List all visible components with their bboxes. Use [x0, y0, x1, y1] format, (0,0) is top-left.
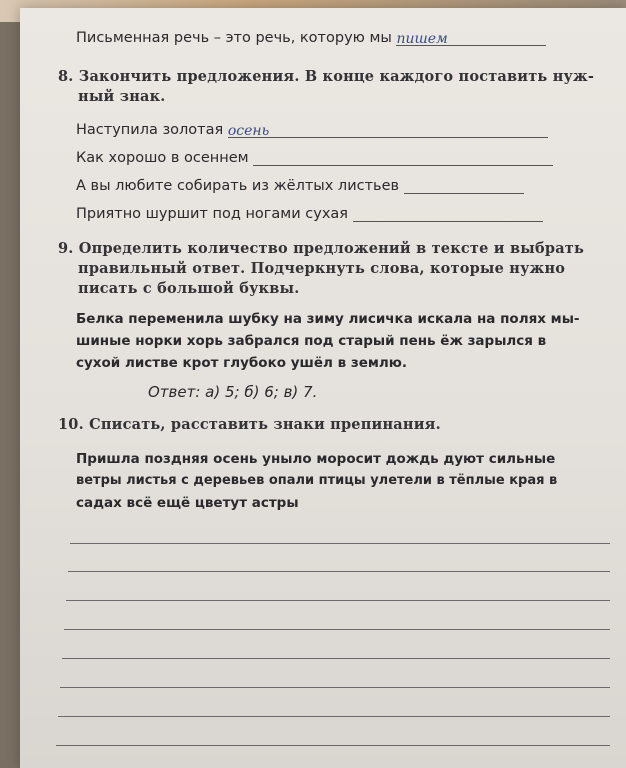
- writing-line[interactable]: [60, 687, 610, 688]
- writing-line[interactable]: [58, 716, 610, 717]
- task8-item-4-text: Приятно шуршит под ногами сухая: [76, 206, 349, 222]
- writing-line[interactable]: [70, 543, 610, 544]
- task8-number: 8.: [58, 68, 74, 85]
- writing-line[interactable]: [68, 571, 610, 572]
- task8-item-4: [76, 206, 543, 222]
- task8-item-4-blank[interactable]: [353, 207, 543, 222]
- writing-line[interactable]: [64, 629, 610, 630]
- task8-item-2: [76, 150, 553, 166]
- task9-body-line3: сухой листве крот глубоко ушёл в землю.: [76, 355, 408, 371]
- workbook-page: [20, 8, 626, 768]
- task10-body-line3: садах всё ещё цветут астры: [76, 495, 299, 511]
- task9-heading-text1: Определить количество предложений в тексте и выбрать: [78, 240, 585, 257]
- task8-item-3-blank[interactable]: [404, 179, 524, 194]
- writing-line[interactable]: [56, 745, 610, 746]
- task8-heading-line1: [58, 68, 594, 85]
- task8-item-2-text: Как хорошо в осеннем: [76, 150, 249, 166]
- task9-number: 9.: [58, 240, 74, 257]
- task10-body-line2: ветры листья с деревьев опали птицы улетели в тёплые края в: [76, 473, 558, 488]
- task9-heading-line2: правильный ответ. Подчеркнуть слова, которые нужно: [78, 260, 566, 277]
- task7-text: Письменная речь – это речь, которую мы: [76, 30, 392, 46]
- task7-answer-blank[interactable]: [396, 31, 546, 46]
- task10-number: 10.: [58, 416, 84, 433]
- task10-heading: [58, 416, 441, 433]
- task9-body-line2: шиные норки хорь забрался под старый пень ёж зарылся в: [76, 333, 547, 349]
- task9-body-line1: Белка переменила шубку на зиму лисичка искала на полях мы-: [76, 311, 580, 327]
- task8-heading-text1: Закончить предложения. В конце каждого поставить нуж-: [78, 68, 595, 85]
- task8-item-1-handwritten: осень: [227, 123, 270, 139]
- task10-heading-text: Списать, расставить знаки препинания.: [89, 416, 441, 433]
- task8-item-1: [76, 122, 548, 138]
- task8-item-3-text: А вы любите собирать из жёлтых листьев: [76, 178, 400, 194]
- task7-line: [76, 30, 546, 46]
- task10-body-line1: Пришла поздняя осень уныло моросит дождь дуют сильные: [76, 451, 556, 467]
- task9-heading-line3: писать с большой буквы.: [78, 280, 300, 297]
- writing-line[interactable]: [66, 600, 610, 601]
- task8-heading-line2: ный знак.: [78, 88, 166, 105]
- task8-item-1-text: Наступила золотая: [76, 122, 224, 138]
- task8-item-1-blank[interactable]: [228, 123, 548, 138]
- task8-item-3: [76, 178, 524, 194]
- writing-line[interactable]: [62, 658, 610, 659]
- task7-handwritten: пишем: [396, 31, 448, 47]
- task8-item-2-blank[interactable]: [253, 151, 553, 166]
- task9-heading-line1: [58, 240, 584, 257]
- task9-answer: Ответ: а) 5; б) 6; в) 7.: [148, 383, 318, 401]
